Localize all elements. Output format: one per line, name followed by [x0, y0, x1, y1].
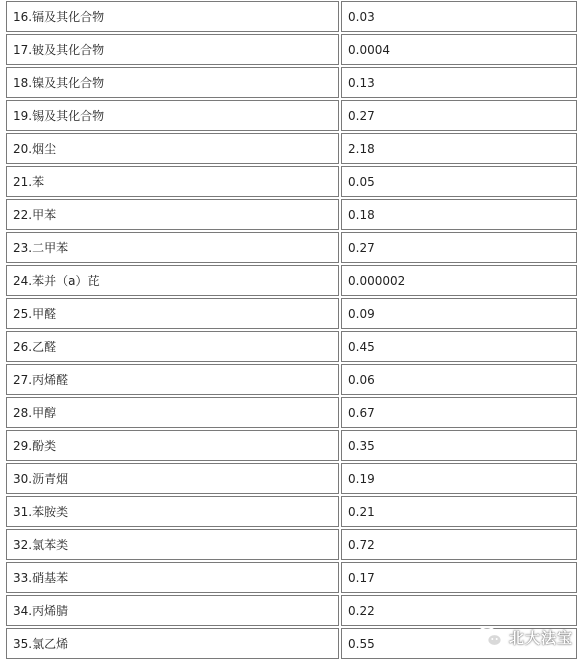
- table-row: [6, 166, 577, 197]
- equivalent-value-cell: 0.35: [341, 430, 577, 461]
- pollutant-name-cell: 19.锡及其化合物: [6, 100, 339, 131]
- equivalent-value-cell: 0.17: [341, 562, 577, 593]
- table-row: [6, 100, 577, 131]
- table-row: [6, 331, 577, 362]
- pollutant-name-cell: 24.苯并（a）芘: [6, 265, 339, 296]
- pollutant-name-cell: 34.丙烯腈: [6, 595, 339, 626]
- table-row: [6, 265, 577, 296]
- equivalent-value-cell: 0.06: [341, 364, 577, 395]
- pollutant-name-cell: 30.沥青烟: [6, 463, 339, 494]
- pollutant-name-cell: 16.镉及其化合物: [6, 1, 339, 32]
- pollutant-table-container: [4, 0, 579, 668]
- equivalent-value-cell: 0.22: [341, 595, 577, 626]
- table-row: [6, 595, 577, 626]
- equivalent-value-cell: 0.0004: [341, 34, 577, 65]
- pollutant-name-cell: 28.甲醇: [6, 397, 339, 428]
- table-row: [6, 397, 577, 428]
- pollutant-name-cell: 32.氯苯类: [6, 529, 339, 560]
- pollutant-name-cell: 29.酚类: [6, 430, 339, 461]
- pollutant-name-cell: 22.甲苯: [6, 199, 339, 230]
- equivalent-value-cell: 0.67: [341, 397, 577, 428]
- table-row: [6, 562, 577, 593]
- table-row: [6, 430, 577, 461]
- equivalent-value-cell: 0.000002: [341, 265, 577, 296]
- table-row: [6, 232, 577, 263]
- table-row: [6, 463, 577, 494]
- pollutant-name-cell: 23.二甲苯: [6, 232, 339, 263]
- equivalent-value-cell: 0.03: [341, 1, 577, 32]
- table-row: [6, 364, 577, 395]
- equivalent-value-cell: 0.27: [341, 232, 577, 263]
- pollutant-equivalent-table: [4, 0, 579, 661]
- pollutant-name-cell: 21.苯: [6, 166, 339, 197]
- pollutant-name-cell: 35.氯乙烯: [6, 628, 339, 659]
- pollutant-name-cell: 17.铍及其化合物: [6, 34, 339, 65]
- equivalent-value-cell: 0.05: [341, 166, 577, 197]
- pollutant-name-cell: 33.硝基苯: [6, 562, 339, 593]
- pollutant-name-cell: 20.烟尘: [6, 133, 339, 164]
- equivalent-value-cell: 0.27: [341, 100, 577, 131]
- table-row: [6, 133, 577, 164]
- equivalent-value-cell: 0.55: [341, 628, 577, 659]
- pollutant-name-cell: 26.乙醛: [6, 331, 339, 362]
- equivalent-value-cell: 0.21: [341, 496, 577, 527]
- table-row: [6, 628, 577, 659]
- table-row: [6, 496, 577, 527]
- equivalent-value-cell: 2.18: [341, 133, 577, 164]
- equivalent-value-cell: 0.09: [341, 298, 577, 329]
- equivalent-value-cell: 0.72: [341, 529, 577, 560]
- table-row: [6, 1, 577, 32]
- equivalent-value-cell: 0.19: [341, 463, 577, 494]
- pollutant-name-cell: 25.甲醛: [6, 298, 339, 329]
- table-row: [6, 67, 577, 98]
- pollutant-name-cell: 31.苯胺类: [6, 496, 339, 527]
- equivalent-value-cell: 0.13: [341, 67, 577, 98]
- table-row: [6, 298, 577, 329]
- equivalent-value-cell: 0.45: [341, 331, 577, 362]
- pollutant-name-cell: 27.丙烯醛: [6, 364, 339, 395]
- table-row: [6, 529, 577, 560]
- table-row: [6, 34, 577, 65]
- equivalent-value-cell: 0.18: [341, 199, 577, 230]
- watermark-text: 北大法宝: [508, 628, 573, 647]
- pollutant-name-cell: 18.镍及其化合物: [6, 67, 339, 98]
- table-row: [6, 199, 577, 230]
